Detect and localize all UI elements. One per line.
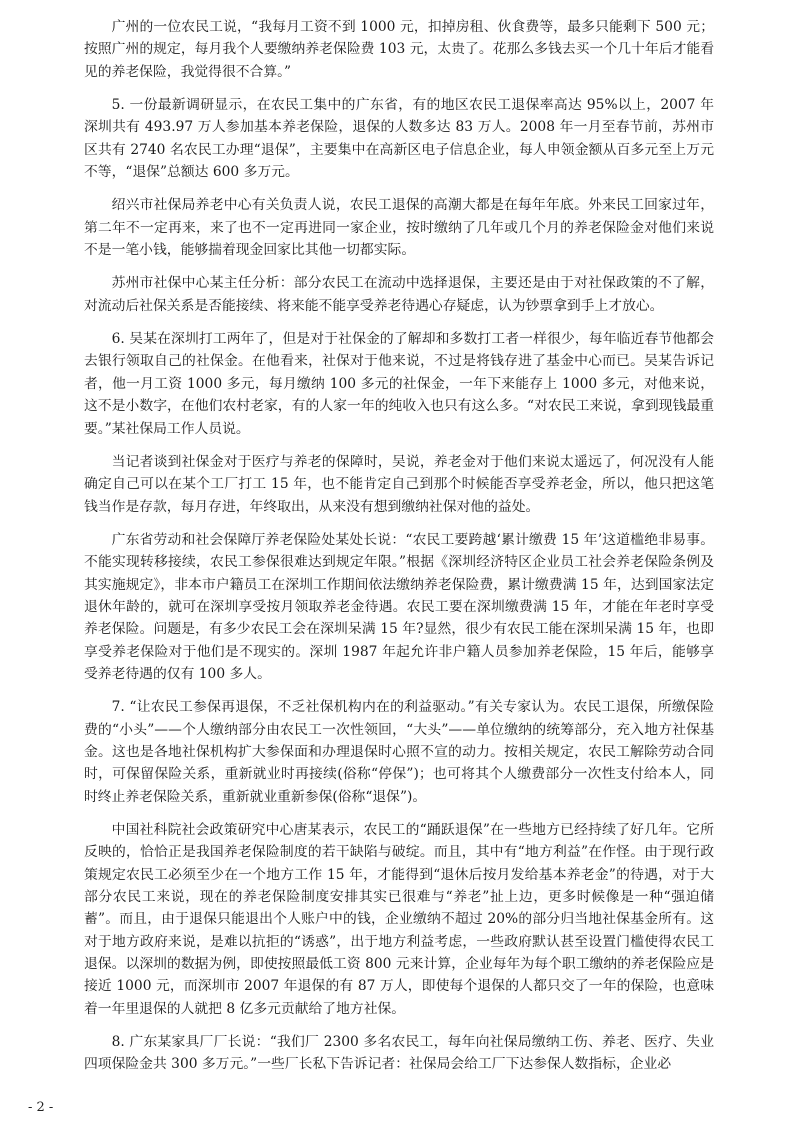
paragraph: 广州的一位农民工说，“我每月工资不到 1000 元，扣掉房租、伙食费等，最多只能剩下 500 元；按照广州的规定，每月我个人要缴纳养老保险费 103 元，太贵了。花那么多钱去买一个几十年后才能看见的养老保险，我觉得很不合算。”	[84, 19, 714, 80]
paragraph: 6. 吴某在深圳打工两年了，但是对于社保金的了解却和多数打工者一样很少，每年临近春节他都会去银行领取自己的社保金。在他看来，社保对于他来说，不过是将钱存进了基金中心而已。吴某告诉记者，他一月工资 1000 多元，每月缴纳 100 多元的社保金，一年下来能存上 1000 多元，对他来说，这不是小数字，在他们农村老家，有的人家一年的纯收入也只有这么多。“对农民工来说，拿到现钱最重要。”某社保局工作人员说。	[84, 331, 714, 437]
page-number: - 2 -	[28, 1100, 54, 1115]
document-body	[84, 16, 714, 1087]
paragraph: 中国社科院社会政策研究中心唐某表示，农民工的“踊跃退保”在一些地方已经持续了好几年。它所反映的，恰恰正是我国养老保险制度的若干缺陷与破绽。而且，其中有“地方利益”在作怪。由于现行政策规定农民工必须至少在一个地方工作 15 年，才能得到“退休后按月发给基本养老金”的待遇，对于大部分农民工来说，现在的养老保险制度安排其实已很难与“养老”扯上边，更多时候像是一种“强迫储蓄”。而且，由于退保只能退出个人账户中的钱，企业缴纳不超过 20%的部分归当地社保基金所有。这对于地方政府来说，是难以抗拒的“诱惑”，出于地方利益考虑，一些政府默认甚至设置门槛使得农民工退保。以深圳的数据为例，即使按照最低工资 800 元来计算，企业每年为每个职工缴纳的养老保险应是接近 1000 元，而深圳市 2007 年退保的有 87 万人，即使每个退保的人都只交了一年的保险，也意味着一年里退保的人就把 8 亿多元贡献给了地方社保。	[84, 822, 714, 1017]
paragraph: 广东省劳动和社会保障厅养老保险处某处长说：“农民工要跨越‘累计缴费 15 年’这道槛绝非易事。不能实现转移接续，农民工参保很难达到规定年限。”根据《深圳经济特区企业员工社会养老保险条例及其实施规定》，非本市户籍员工在深圳工作期间依法缴纳养老保险费，累计缴费满 15 年，达到国家法定退休年龄的，就可在深圳享受按月领取养老金待遇。农民工要在深圳缴费满 15 年，才能在年老时享受养老保险。问题是，有多少农民工会在深圳呆满 15 年?显然，很少有农民工能在深圳呆满 15 年，也即享受养老保险对于他们是不现实的。深圳 1987 年起允许非户籍人员参加养老保险，15 年后，能够享受养老待遇的仅有 100 多人。	[84, 531, 714, 682]
paragraph: 5. 一份最新调研显示，在农民工集中的广东省，有的地区农民工退保率高达 95%以上，2007 年深圳共有 493.97 万人参加基本养老保险，退保的人数多达 83 万人。2008 年一月至春节前，苏州市区共有 2740 名农民工办理“退保”，主要集中在高新区电子信息企业，每人申领金额从百多元至上万元不等，“退保”总额达 600 多万元。	[84, 97, 714, 181]
paragraph: 7. “让农民工参保再退保，不乏社保机构内在的利益驱动。”有关专家认为。农民工退保，所缴保险费的“小头”——个人缴纳部分由农民工一次性领回，“大头”——单位缴纳的统筹部分，充入地方社保基金。这也是各地社保机构扩大参保面和办理退保时心照不宣的动力。按相关规定，农民工解除劳动合同时，可保留保险关系，重新就业时再接续(俗称“停保”)；也可将其个人缴费部分一次性支付给本人，同时终止养老保险关系，重新就业重新参保(俗称“退保”)。	[84, 699, 714, 805]
paragraph: 绍兴市社保局养老中心有关负责人说，农民工退保的高潮大都是在每年年底。外来民工回家过年，第二年不一定再来，来了也不一定再进同一家企业，按时缴纳了几年或几个月的养老保险金对他们来说不是一笔小钱，能够揣着现金回家比其他一切都实际。	[84, 197, 714, 259]
paragraph: 8. 广东某家具厂厂长说：“我们厂 2300 多名农民工，每年向社保局缴纳工伤、养老、医疗、失业四项保险金共 300 多万元。”一些厂长私下告诉记者：社保局会给工厂下达参保人数指标，企业必	[84, 1034, 714, 1073]
paragraph: 当记者谈到社保金对于医疗与养老的保障时，吴说，养老金对于他们来说太遥远了，何况没有人能确定自己可以在某个工厂打工 15 年，也不能肯定自己到那个时候能否享受养老金，所以，他只把这笔钱当作是存款，每月存进，年终取出，从来没有想到缴纳社保对他的益处。	[84, 453, 714, 515]
paragraph: 苏州市社保中心某主任分析：部分农民工在流动中选择退保，主要还是由于对社保政策的不了解，对流动后社保关系是否能接续、将来能不能享受养老待遇心存疑虑，认为钞票拿到手上才放心。	[84, 275, 714, 314]
